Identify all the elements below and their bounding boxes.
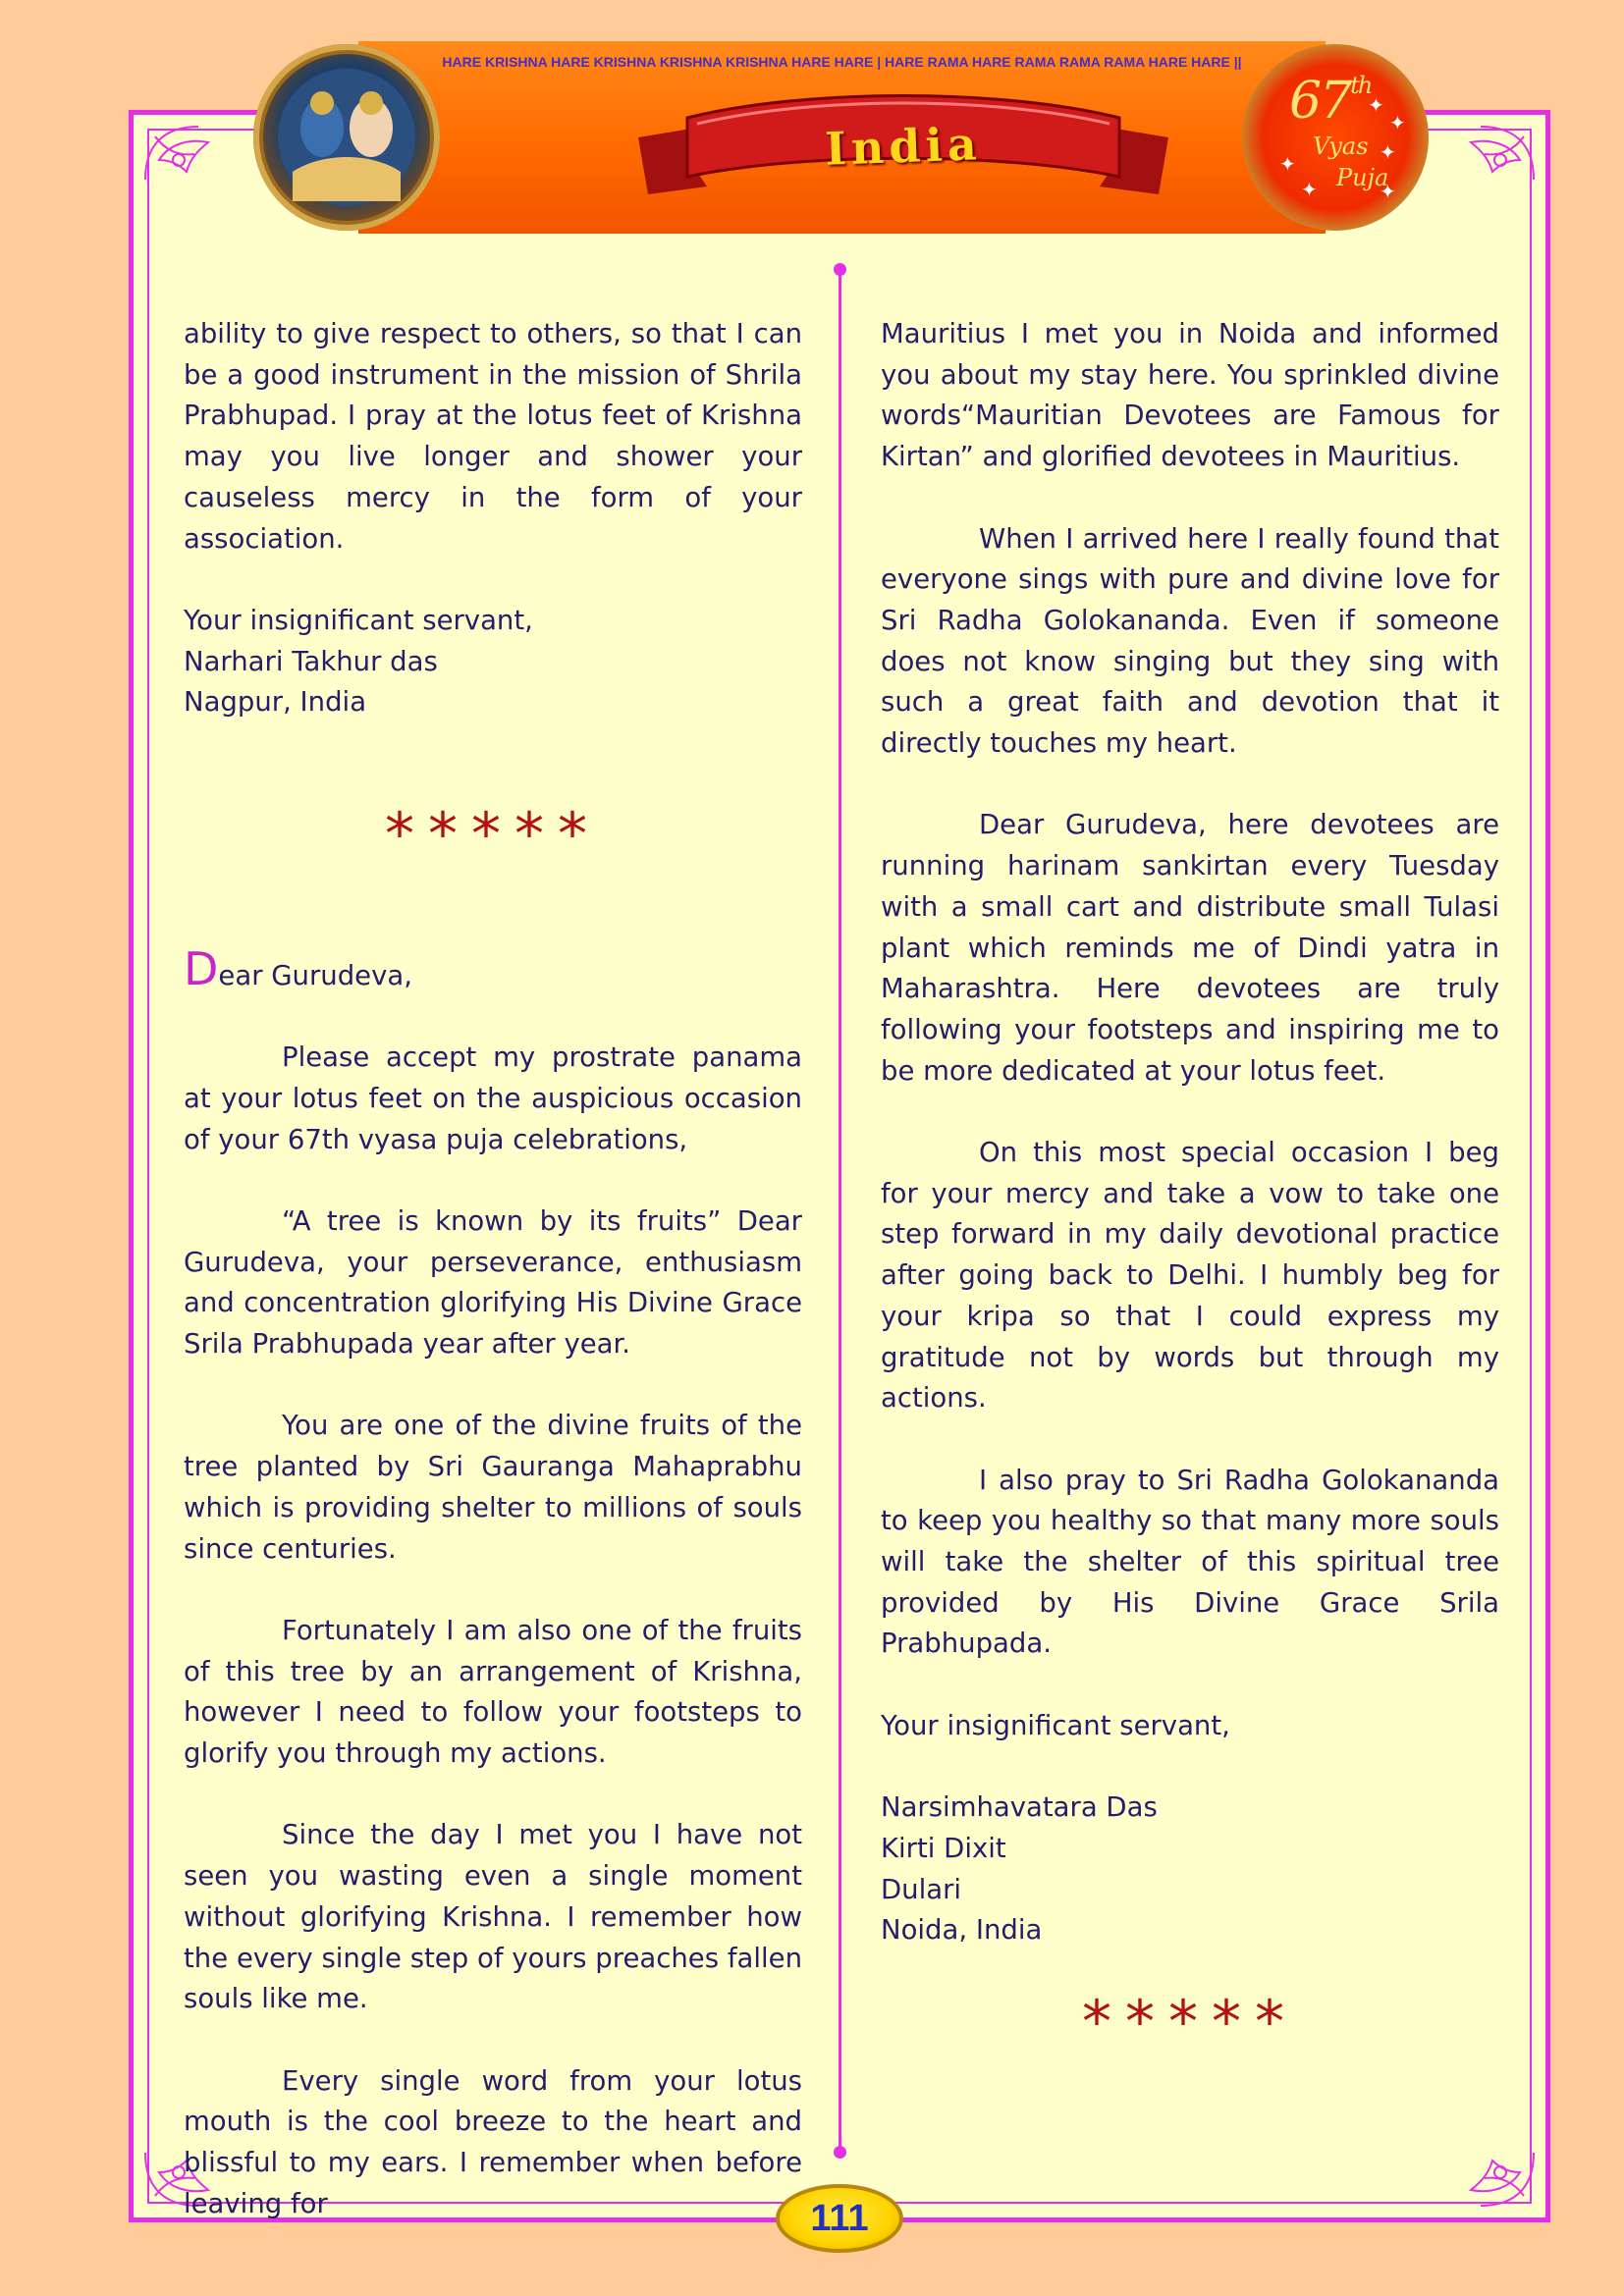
signature-block	[881, 1706, 1499, 1951]
paragraph: ability to give respect to others, so that I can be a good instrument in the mission of Shrila Prabhupad. I pray at the lotus feet of Krishna may you live longer and shower your causeless mercy in the form of your association.	[184, 318, 802, 555]
star-icon: ✦	[1389, 111, 1406, 134]
paragraph: You are one of the divine fruits of the tree planted by Sri Gauranga Mahaprabhu which is providing shelter to millions of souls since centuries.	[184, 1410, 802, 1565]
paragraph: Fortunately I am also one of the fruits of this tree by an arrangement of Krishna, however I need to follow your footsteps to glorify you through my actions.	[184, 1614, 802, 1770]
star-icon: ✦	[1368, 93, 1384, 117]
star-icon: ✦	[1380, 140, 1396, 164]
badge-line-1: Vyas	[1313, 133, 1369, 160]
paragraph: Mauritius I met you in Noida and informed you about my stay here. You sprinkled divine words“Mauritian Devotees are Famous for Kirtan” and glorified devotees in Mauritius.	[881, 318, 1499, 473]
drop-cap: D	[184, 941, 219, 995]
signature-line: Noida, India	[881, 1914, 1043, 1947]
deity-portrait-image	[253, 44, 440, 231]
ribbon-icon	[628, 79, 1178, 226]
paragraph: I also pray to Sri Radha Golokananda to keep you healthy so that many more souls will take the shelter of this spiritual tree provided by His Divine Grace Srila Prabhupada.	[881, 1464, 1499, 1660]
signature-line: Dulari	[881, 1873, 962, 1905]
right-column	[881, 314, 1499, 2056]
section-separator: *****	[1082, 1987, 1298, 2056]
page-number: 111	[776, 2184, 903, 2253]
signature-line: Narhari Takhur das	[184, 645, 438, 677]
divider-dot	[834, 263, 846, 276]
star-icon: ✦	[1380, 180, 1396, 203]
greeting-text: ear Gurudeva,	[218, 959, 412, 991]
signature-line: Your insignificant servant,	[184, 604, 533, 636]
paragraph: When I arrived here I really found that everyone sings with pure and divine love for Sri Radha Golokananda. Even if someone does not know singing but they sing with such a great faith and devotion that it directly touches my heart.	[881, 522, 1499, 760]
star-icon: ✦	[1279, 152, 1296, 176]
paragraph: “A tree is known by its fruits” Dear Gurudeva, your perseverance, enthusiasm and concentration glorifying His Divine Grace Srila Prabhupada year after year.	[184, 1204, 802, 1361]
section-title: India	[824, 117, 983, 176]
paragraph: Dear Gurudeva, here devotees are running harinam sankirtan every Tuesday with a small cart and distribute small Tulasi plant which reminds me of Dindi yatra in Maharashtra. Here devotees are truly following your footsteps and inspiring me to be more dedicated at your lotus feet.	[881, 809, 1499, 1087]
divider-dot	[834, 2146, 846, 2159]
mantra-line: HARE KRISHNA HARE KRISHNA KRISHNA KRISHNA HARE HARE | HARE RAMA HARE RAMA RAMA RAMA HARE HARE ||	[442, 54, 1242, 70]
column-divider	[839, 270, 841, 2153]
paragraph: Please accept my prostrate panama at your lotus feet on the auspicious occasion of your 67th vyasa puja celebrations,	[184, 1041, 802, 1155]
signature-line: Nagpur, India	[184, 686, 367, 719]
signature-line: Narsimhavatara Das	[881, 1791, 1158, 1824]
section-separator: *****	[385, 800, 601, 870]
badge-line-2: Puja	[1336, 164, 1389, 191]
corner-flourish-icon	[139, 121, 257, 239]
greeting	[184, 941, 802, 997]
paragraph: On this most special occasion I beg for your mercy and take a vow to take one step forward in my daily devotional practice after going back to Delhi. I humbly beg for your kripa so that I could express my gratitude not by words but through my actions.	[881, 1137, 1499, 1415]
star-icon: ✦	[1301, 178, 1318, 201]
corner-flourish-icon	[1422, 2094, 1540, 2212]
paragraph: Every single word from your lotus mouth is the cool breeze to the heart and blissful to my ears. I remember when before leaving for	[184, 2064, 802, 2219]
anniversary-badge	[1242, 44, 1429, 231]
header-banner	[358, 41, 1326, 234]
signature-block	[184, 601, 802, 723]
badge-number: 67th	[1289, 72, 1372, 131]
signature-line: Kirti Dixit	[881, 1832, 1006, 1864]
left-column	[184, 314, 802, 2224]
paragraph: Since the day I met you I have not seen you wasting even a single moment without glorifying Krishna. I remember how the every single step of yours preaches fallen souls like me.	[184, 1819, 802, 2015]
corner-flourish-icon	[1422, 121, 1540, 239]
signature-line: Your insignificant servant,	[881, 1709, 1230, 1741]
